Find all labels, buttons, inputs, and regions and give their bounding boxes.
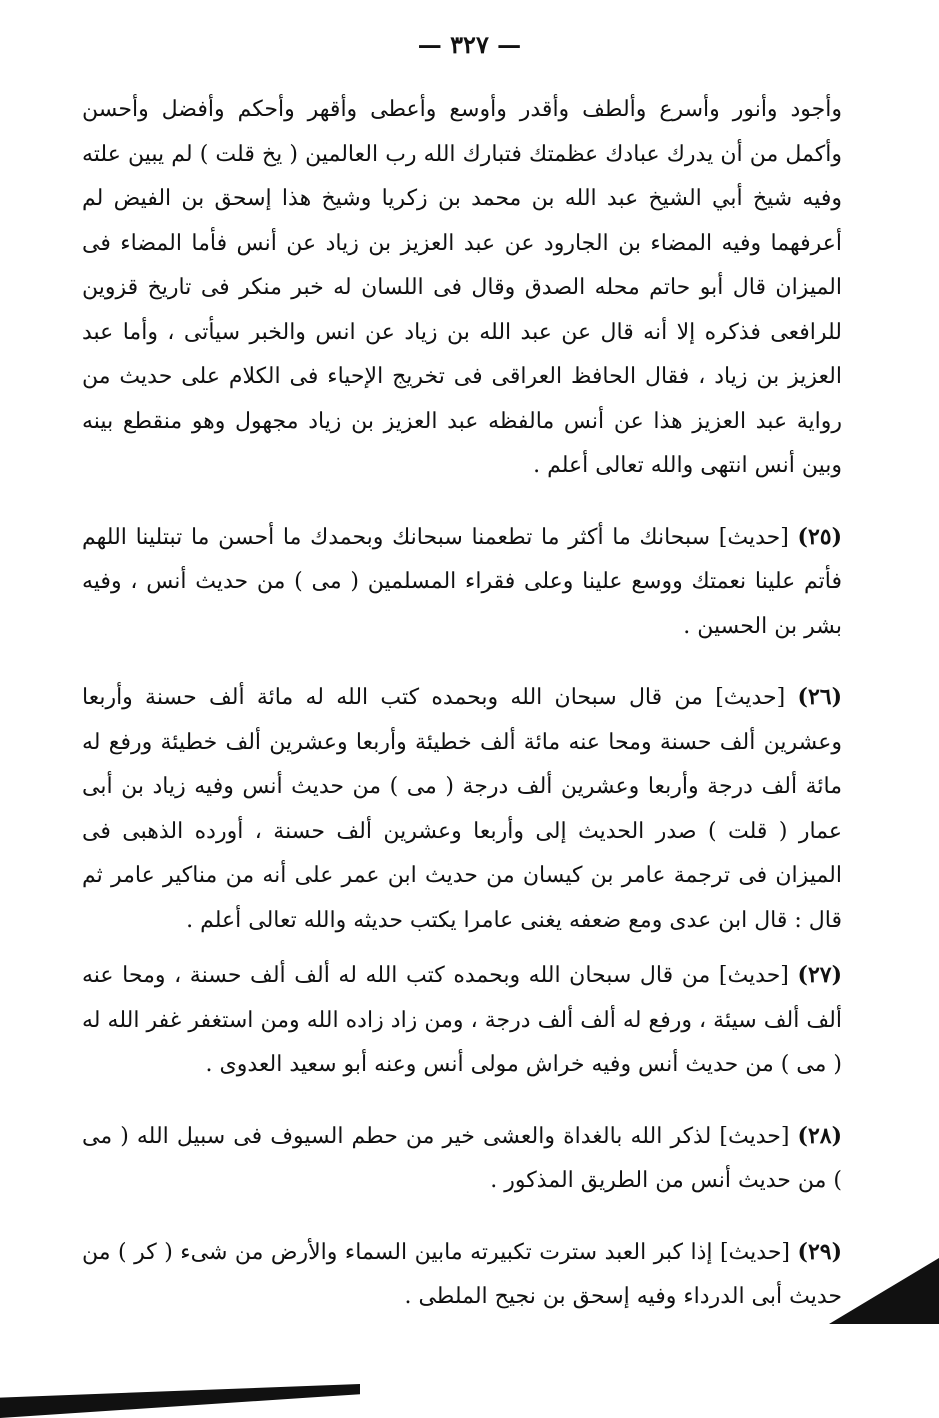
hadith-26 — [82, 675, 842, 943]
hadith-27 — [82, 953, 842, 1088]
hadith-28 — [82, 1114, 842, 1204]
scan-edge-shadow-right — [829, 1258, 939, 1324]
paragraph-continuation: وأجود وأنور وأسرع وألطف وأقدر وأوسع وأعطى وأقهر وأحكم وأفضل وأحسن وأكمل من أن يدرك عبادك عظمتك فتبارك الله رب العالمين ( يخ قلت ) لم يبين علته وفيه شيخ أبي الشيخ عبد الله بن محمد بن زكريا وشيخ هذا إسحق بن الفيض لم أعرفهما وفيه المضاء بن الجارود عن عبد العزيز بن زياد عن أنس فأما المضاء فى الميزان قال أبو حاتم محله الصدق وقال فى اللسان له خبر منكر فى تاريخ قزوين للرافعى فذكره إلا أنه قال عن عبد الله بن زياد عن انس والخبر سيأتى ، وأما عبد العزيز بن زياد ، فقال الحافظ العراقى فى تخريج الإحياء فى الكلام على حديث من رواية عبد العزيز هذا عن أنس مالفظه عبد العزيز بن زياد مجهول وهو منقطع بينه وبين أنس انتهى والله تعالى أعلم . — [82, 97, 842, 478]
hadith-number: (٢٧) — [797, 962, 842, 988]
page-body — [82, 88, 842, 1320]
hadith-text: [حديث] إذا كبر العبد سترت تكبيرته مابين السماء والأرض من شىء ( كر ) من حديث أبى الدرداء وفيه إسحق بن نجيح الملطى . — [82, 1239, 842, 1309]
hadith-text: [حديث] سبحانك ما أكثر ما تطعمنا سبحانك وبحمدك ما أحسن ما تبتلينا اللهم فأتم علينا نعمتك ووسع علينا وعلى فقراء المسلمين ( مى ) من حديث أنس ، وفيه بشر بن الحسين . — [82, 524, 842, 639]
hadith-number: (٢٦) — [797, 684, 842, 710]
scan-edge-shadow-bottom — [0, 1384, 360, 1418]
hadith-number: (٢٥) — [797, 523, 842, 550]
hadith-29 — [82, 1230, 842, 1320]
hadith-text: [حديث] لذكر الله بالغداة والعشى خير من حطم السيوف فى سبيل الله ( مى ) من حديث أنس من الطريق المذكور . — [82, 1123, 842, 1193]
hadith-number: (٢٨) — [797, 1122, 842, 1149]
hadith-number: (٢٩) — [797, 1238, 842, 1265]
hadith-text: [حديث] من قال سبحان الله وبحمده كتب الله له مائة ألف حسنة وأربعا وعشرين ألف حسنة ومحا عنه مائة ألف خطيئة وأربعا وعشرين ألف خطيئة ورفع له مائة ألف درجة وأربعا وعشرين ألف درجة ( مى ) من حديث أنس وفيه زياد بن أبى عمار ( قلت ) صدر الحديث إلى وأربعا وعشرين ألف حسنة ، أورده الذهبى فى الميزان فى ترجمة عامر بن كيسان من حديث ابن عمر على أنه من مناكير عامر ثم قال : قال ابن عدى ومع ضعفه يغنى عامرا يكتب حديثه والله تعالى أعلم . — [82, 685, 842, 933]
page-number: — ٣٢٧ — — [417, 30, 522, 59]
hadith-text: [حديث] من قال سبحان الله وبحمده كتب الله له ألف ألف حسنة ، ومحا عنه ألف ألف سيئة ، ورفع له ألف ألف درجة ، ومن زاد زاده الله ومن استغفر غفر الله له ( مى ) من حديث أنس وفيه خراش مولى أنس وعنه أبو سعيد العدوى . — [82, 963, 842, 1077]
hadith-25 — [82, 515, 842, 650]
